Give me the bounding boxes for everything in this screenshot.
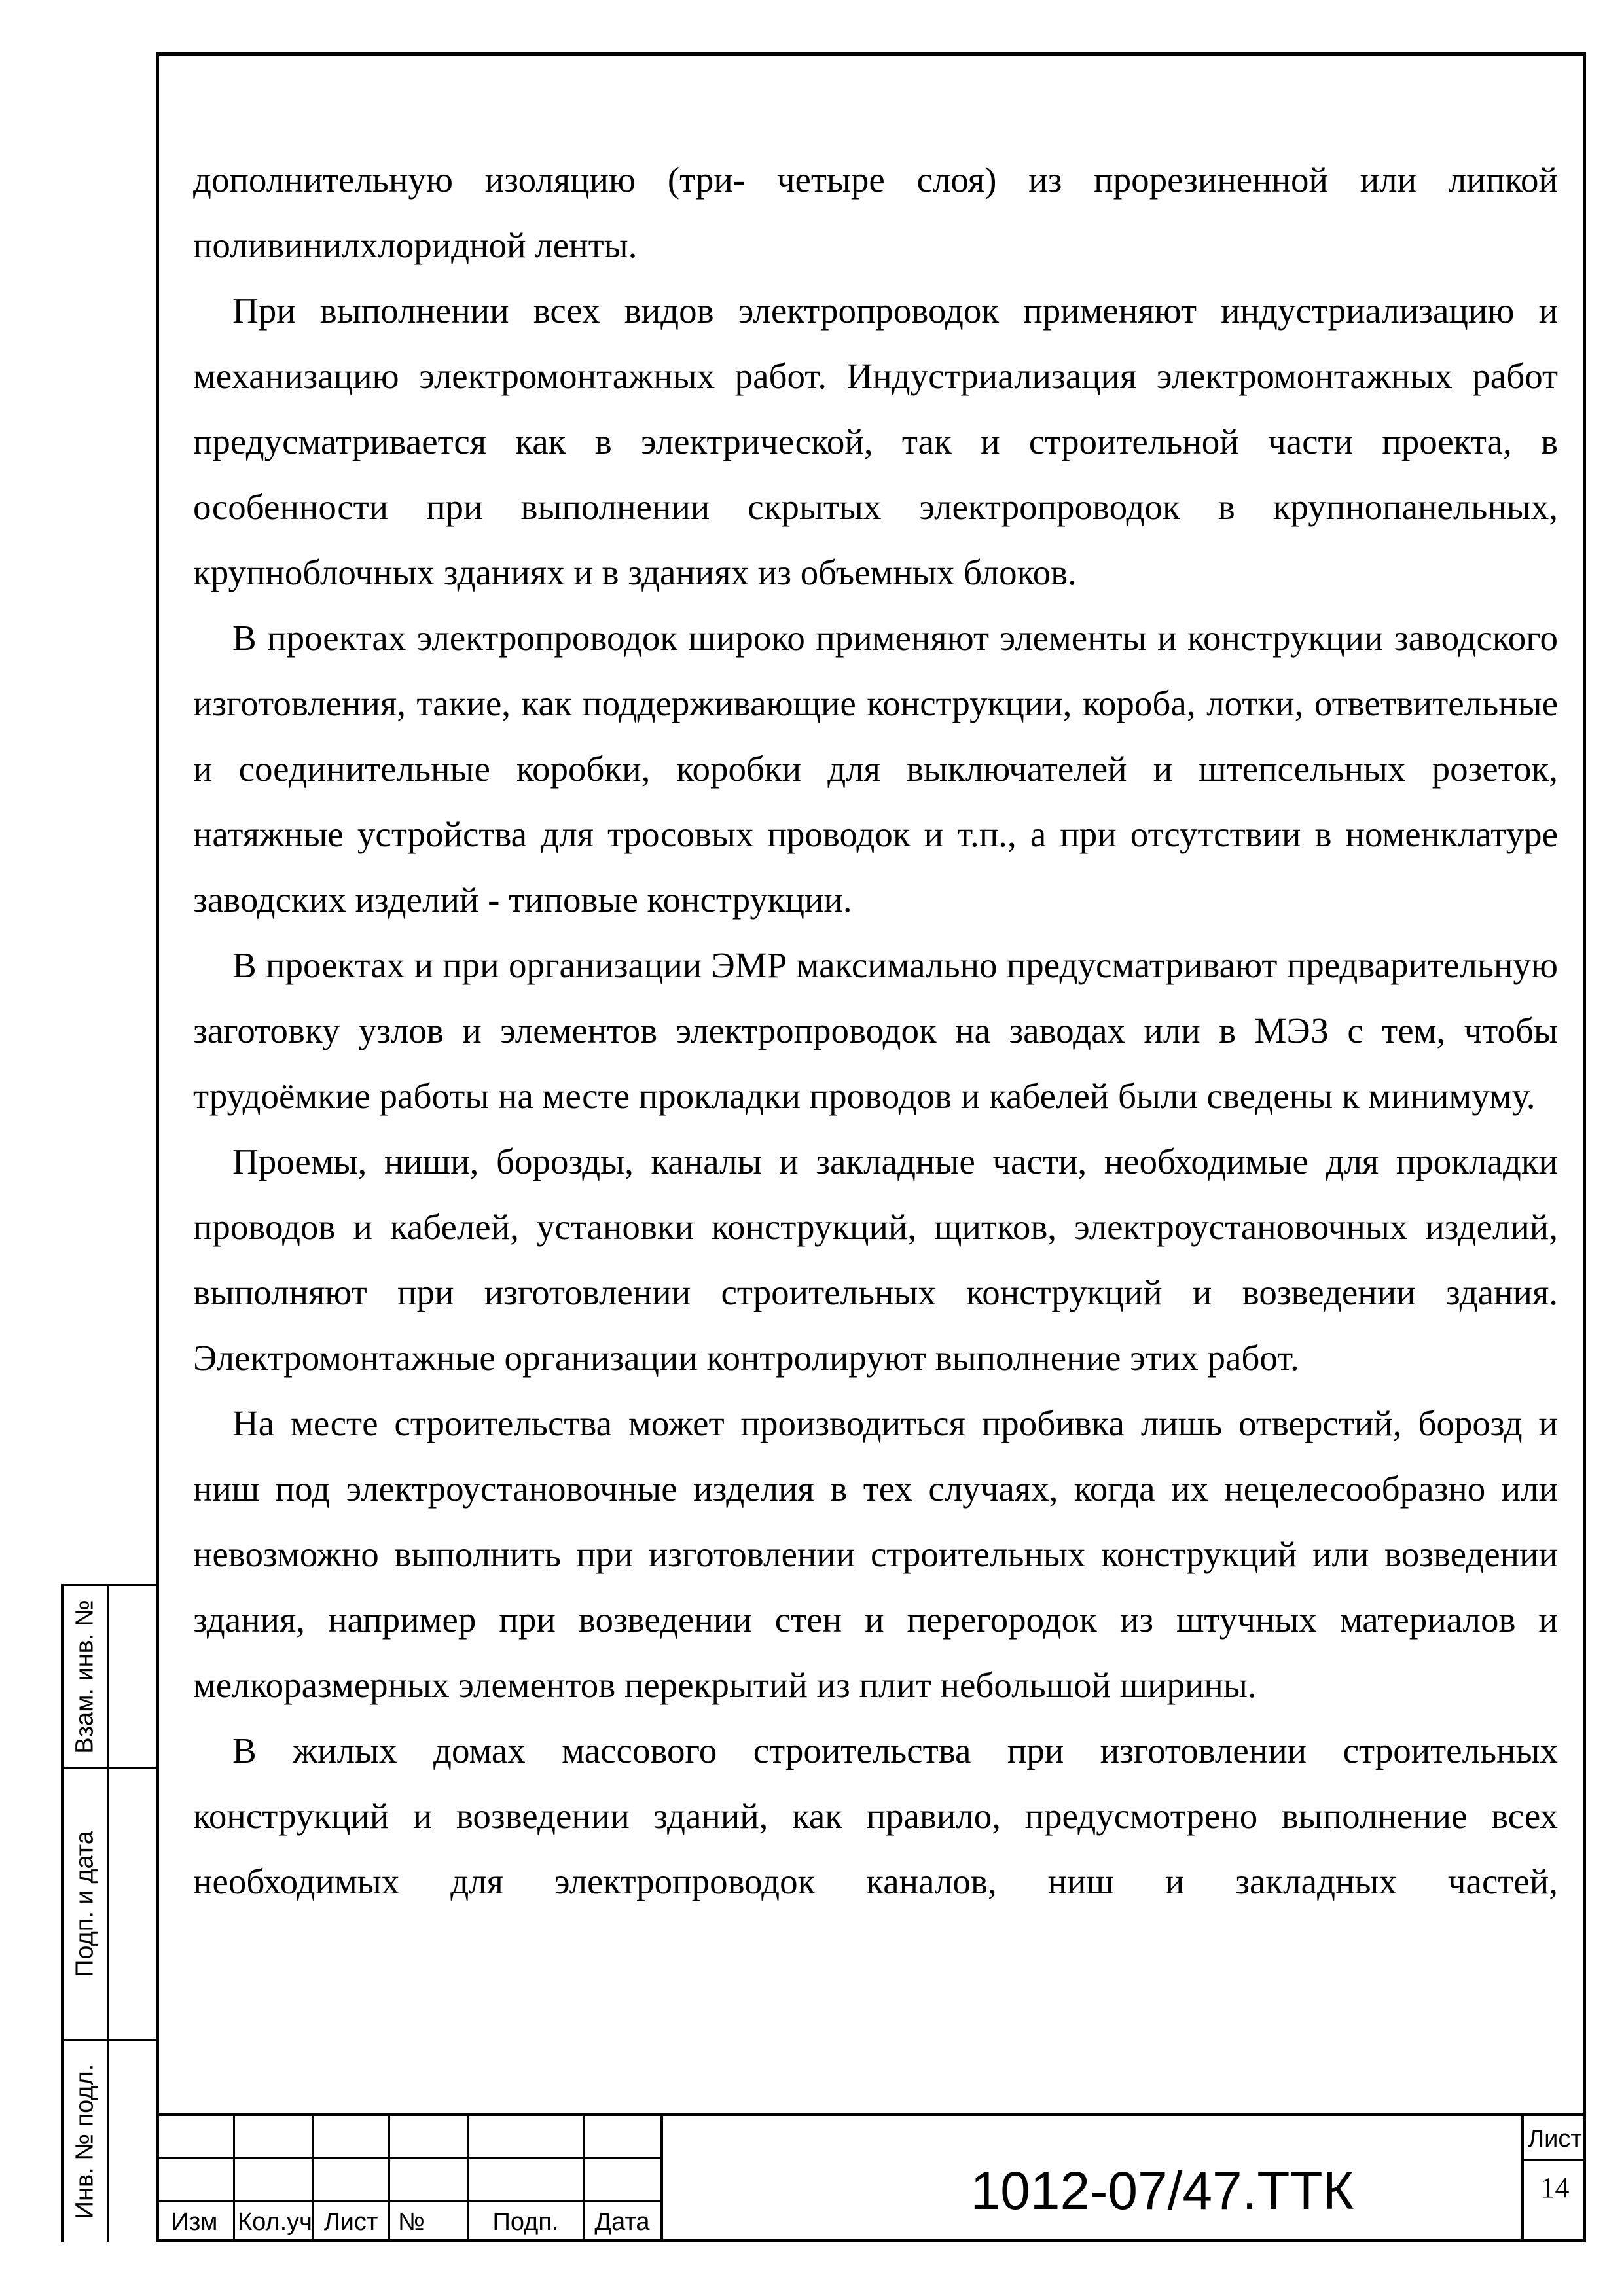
paragraph-6: На месте строительства может производиться пробивка лишь отверстий, борозд и ниш под электроустановочные изделия в тех случаях, когда их нецелесообразно или невозможно выполнить при изготовлении строительных конструкций или возведении здания, например при возведении стен и перегородок из штучных материалов и мелкоразмерных элементов перекрытий из плит небольшой ширины. <box>193 1403 1558 1705</box>
signature-date-cell <box>64 1769 156 2041</box>
col-signature: Подп. <box>492 2208 559 2236</box>
sheet-label: Лист <box>1524 2119 1586 2161</box>
paragraph-2: При выполнении всех видов электропроводок применяют индустриализацию и механизацию электромонтажных работ. Индустриализация электромонтажных работ предусматривается как в электрической, так и строительной части проекта, в особенности при выполнении скрытых электропроводок в крупнопанельных, крупноблочных зданиях и в зданиях из объемных блоков. <box>193 291 1558 592</box>
paragraph-3: В проектах электропроводок широко применяют элементы и конструкции заводского изготовления, такие, как поддерживающие конструкции, короба, лотки, ответвительные и соединительные коробки, коробки для выключателей и штепсельных розеток, натяжные устройства для тросовых проводок и т.п., а при отсутствии в номенклатуре заводских изделий - типовые конструкции. <box>193 618 1558 920</box>
original-inv-label: Инв. № подл. <box>71 2064 99 2219</box>
sheet-number: 14 <box>1540 2172 1570 2204</box>
document-code-cell <box>660 2116 1624 2242</box>
document-body <box>193 147 1558 1914</box>
sheet-box <box>1521 2116 1586 2242</box>
col-quantity: Кол.уч <box>238 2208 312 2236</box>
paragraph-7: В жилых домах массового строительства при изготовлении строительных конструкций и возведении зданий, как правило, предусмотрено выполнение всех необходимых для электропроводок каналов, ниш и закладных частей, <box>193 1731 1558 1901</box>
paragraph-4: В проектах и при организации ЭМР максимально предусматривают предварительную заготовку узлов и элементов электропроводок на заводах или в МЭЗ с тем, чтобы трудоёмкие работы на месте прокладки проводов и кабелей были сведены к минимуму. <box>193 945 1558 1116</box>
replacement-inv-cell <box>64 1586 156 1769</box>
col-date: Дата <box>594 2208 650 2236</box>
side-stamp <box>61 1584 156 2242</box>
document-code: 1012-07/47.ТТК <box>970 2161 1354 2221</box>
paragraph-5: Проемы, ниши, борозды, каналы и закладные части, необходимые для прокладки проводов и кабелей, установки конструкций, щитков, электроустановочных изделий, выполняют при изготовлении строительных конструкций и возведении здания. Электромонтажные организации контролируют выполнение этих работ. <box>193 1141 1558 1378</box>
col-sheet: Лист <box>323 2208 378 2236</box>
replacement-inv-label: Взам. инв. № <box>71 1599 99 1754</box>
col-doc-no: № <box>398 2208 425 2236</box>
title-block <box>156 2113 1586 2242</box>
signature-date-label: Подп. и дата <box>71 1831 99 1977</box>
revision-grid <box>156 2116 660 2242</box>
paragraph-1: дополнительную изоляцию (три- четыре слоя) из прорезиненной или липкой поливинилхлоридной ленты. <box>193 160 1558 265</box>
original-inv-cell <box>64 2041 156 2242</box>
col-change: Изм <box>171 2208 218 2236</box>
